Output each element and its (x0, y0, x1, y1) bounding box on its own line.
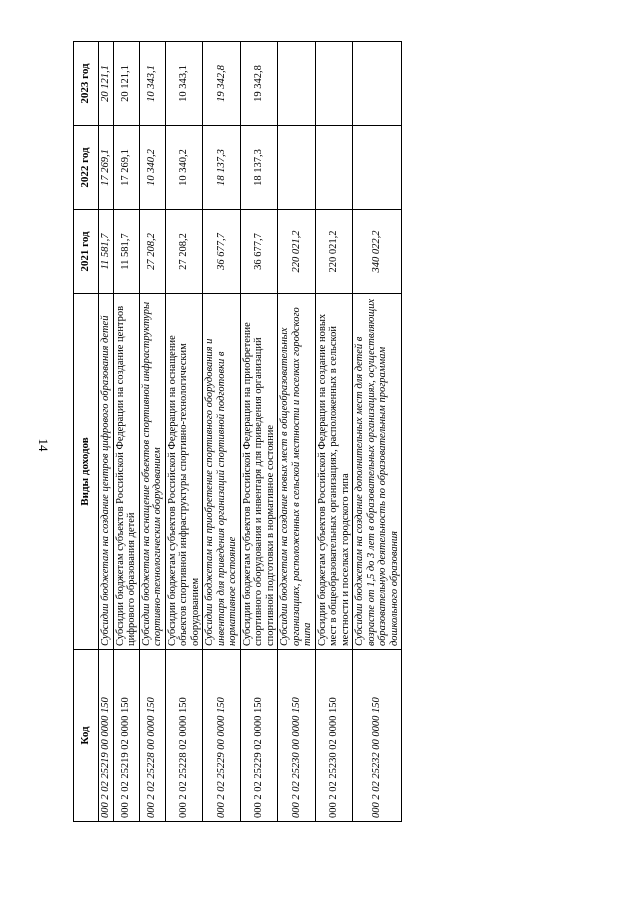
row-desc: Субсидии бюджетам на создание новых мест в общеобразовательных организациях, расположенных в сельской местности и поселках городского типа (278, 294, 316, 650)
row-code: 000 2 02 25232 00 0000 150 (353, 650, 402, 822)
row-desc: Субсидии бюджетам на оснащение объектов спортивной инфраструктуры спортивно-технологическим оборудованием (139, 294, 165, 650)
table-row (113, 42, 139, 822)
row-2023 (353, 42, 402, 126)
row-2021: 27 208,2 (165, 210, 203, 294)
row-2021: 36 677,7 (203, 210, 241, 294)
row-2022: 17 269,1 (99, 126, 114, 210)
row-desc: Субсидии бюджетам субъектов Российской Федерации на создание новых мест в общеобразовательных организациях, расположенных в сельской местности и поселках городского типа (315, 294, 353, 650)
row-2023: 19 342,8 (240, 42, 278, 126)
row-code: 000 2 02 25219 02 0000 150 (113, 650, 139, 822)
row-2022 (353, 126, 402, 210)
header-2021: 2021 год (74, 210, 99, 294)
row-2023: 10 343,1 (139, 42, 165, 126)
row-2023: 10 343,1 (165, 42, 203, 126)
row-2023: 20 121,1 (113, 42, 139, 126)
row-2023: 20 121,1 (99, 42, 114, 126)
row-code: 000 2 02 25219 00 0000 150 (99, 650, 114, 822)
table-row (165, 42, 203, 822)
row-code: 000 2 02 25228 02 0000 150 (165, 650, 203, 822)
table-header-row (74, 42, 99, 822)
row-2022: 17 269,1 (113, 126, 139, 210)
row-2022: 18 137,3 (240, 126, 278, 210)
row-code: 000 2 02 25228 00 0000 150 (139, 650, 165, 822)
row-2021: 27 208,2 (139, 210, 165, 294)
table-row (278, 42, 316, 822)
row-2022: 18 137,3 (203, 126, 241, 210)
row-2021: 11 581,7 (99, 210, 114, 294)
row-2022: 10 340,2 (139, 126, 165, 210)
row-2021: 220 021,2 (315, 210, 353, 294)
row-code: 000 2 02 25229 02 0000 150 (240, 650, 278, 822)
row-desc: Субсидии бюджетам субъектов Российской Федерации на оснащение объектов спортивной инфраструктуры спортивно-технологическим оборудованием (165, 294, 203, 650)
rotated-table-container (73, 42, 511, 822)
row-code: 000 2 02 25230 00 0000 150 (278, 650, 316, 822)
table-row (99, 42, 114, 822)
table-row (240, 42, 278, 822)
page-number: 14 (36, 438, 51, 452)
header-2022: 2022 год (74, 126, 99, 210)
row-2022: 10 340,2 (165, 126, 203, 210)
row-desc: Субсидии бюджетам на приобретение спортивного оборудования и инвентаря для приведения организаций спортивной подготовки в нормативное состояние (203, 294, 241, 650)
table-row (203, 42, 241, 822)
row-desc: Субсидии бюджетам субъектов Российской Федерации на создание центров цифрового образования детей (113, 294, 139, 650)
revenue-table (73, 41, 402, 822)
row-2022 (315, 126, 353, 210)
row-2021: 11 581,7 (113, 210, 139, 294)
row-2021: 220 021,2 (278, 210, 316, 294)
table-row (139, 42, 165, 822)
row-2023 (278, 42, 316, 126)
header-code: Код (74, 650, 99, 822)
row-code: 000 2 02 25229 00 0000 150 (203, 650, 241, 822)
table-row (315, 42, 353, 822)
table-row (353, 42, 402, 822)
row-2022 (278, 126, 316, 210)
header-2023: 2023 год (74, 42, 99, 126)
row-desc: Субсидии бюджетам субъектов Российской Федерации на приобретение спортивного оборудования и инвентаря для приведения организаций спортивной подготовки в нормативное состояние (240, 294, 278, 650)
row-2023 (315, 42, 353, 126)
row-desc: Субсидии бюджетам на создание центров цифрового образования детей (99, 294, 114, 650)
row-2021: 36 677,7 (240, 210, 278, 294)
row-code: 000 2 02 25230 02 0000 150 (315, 650, 353, 822)
row-2023: 19 342,8 (203, 42, 241, 126)
row-desc: Субсидии бюджетам на создание дополнительных мест для детей в возрасте от 1,5 до 3 лет в образовательных организациях, осуществляющих образовательную деятельность по образовательным программам дошкольного образования (353, 294, 402, 650)
row-2021: 340 022,2 (353, 210, 402, 294)
header-desc: Виды доходов (74, 294, 99, 650)
